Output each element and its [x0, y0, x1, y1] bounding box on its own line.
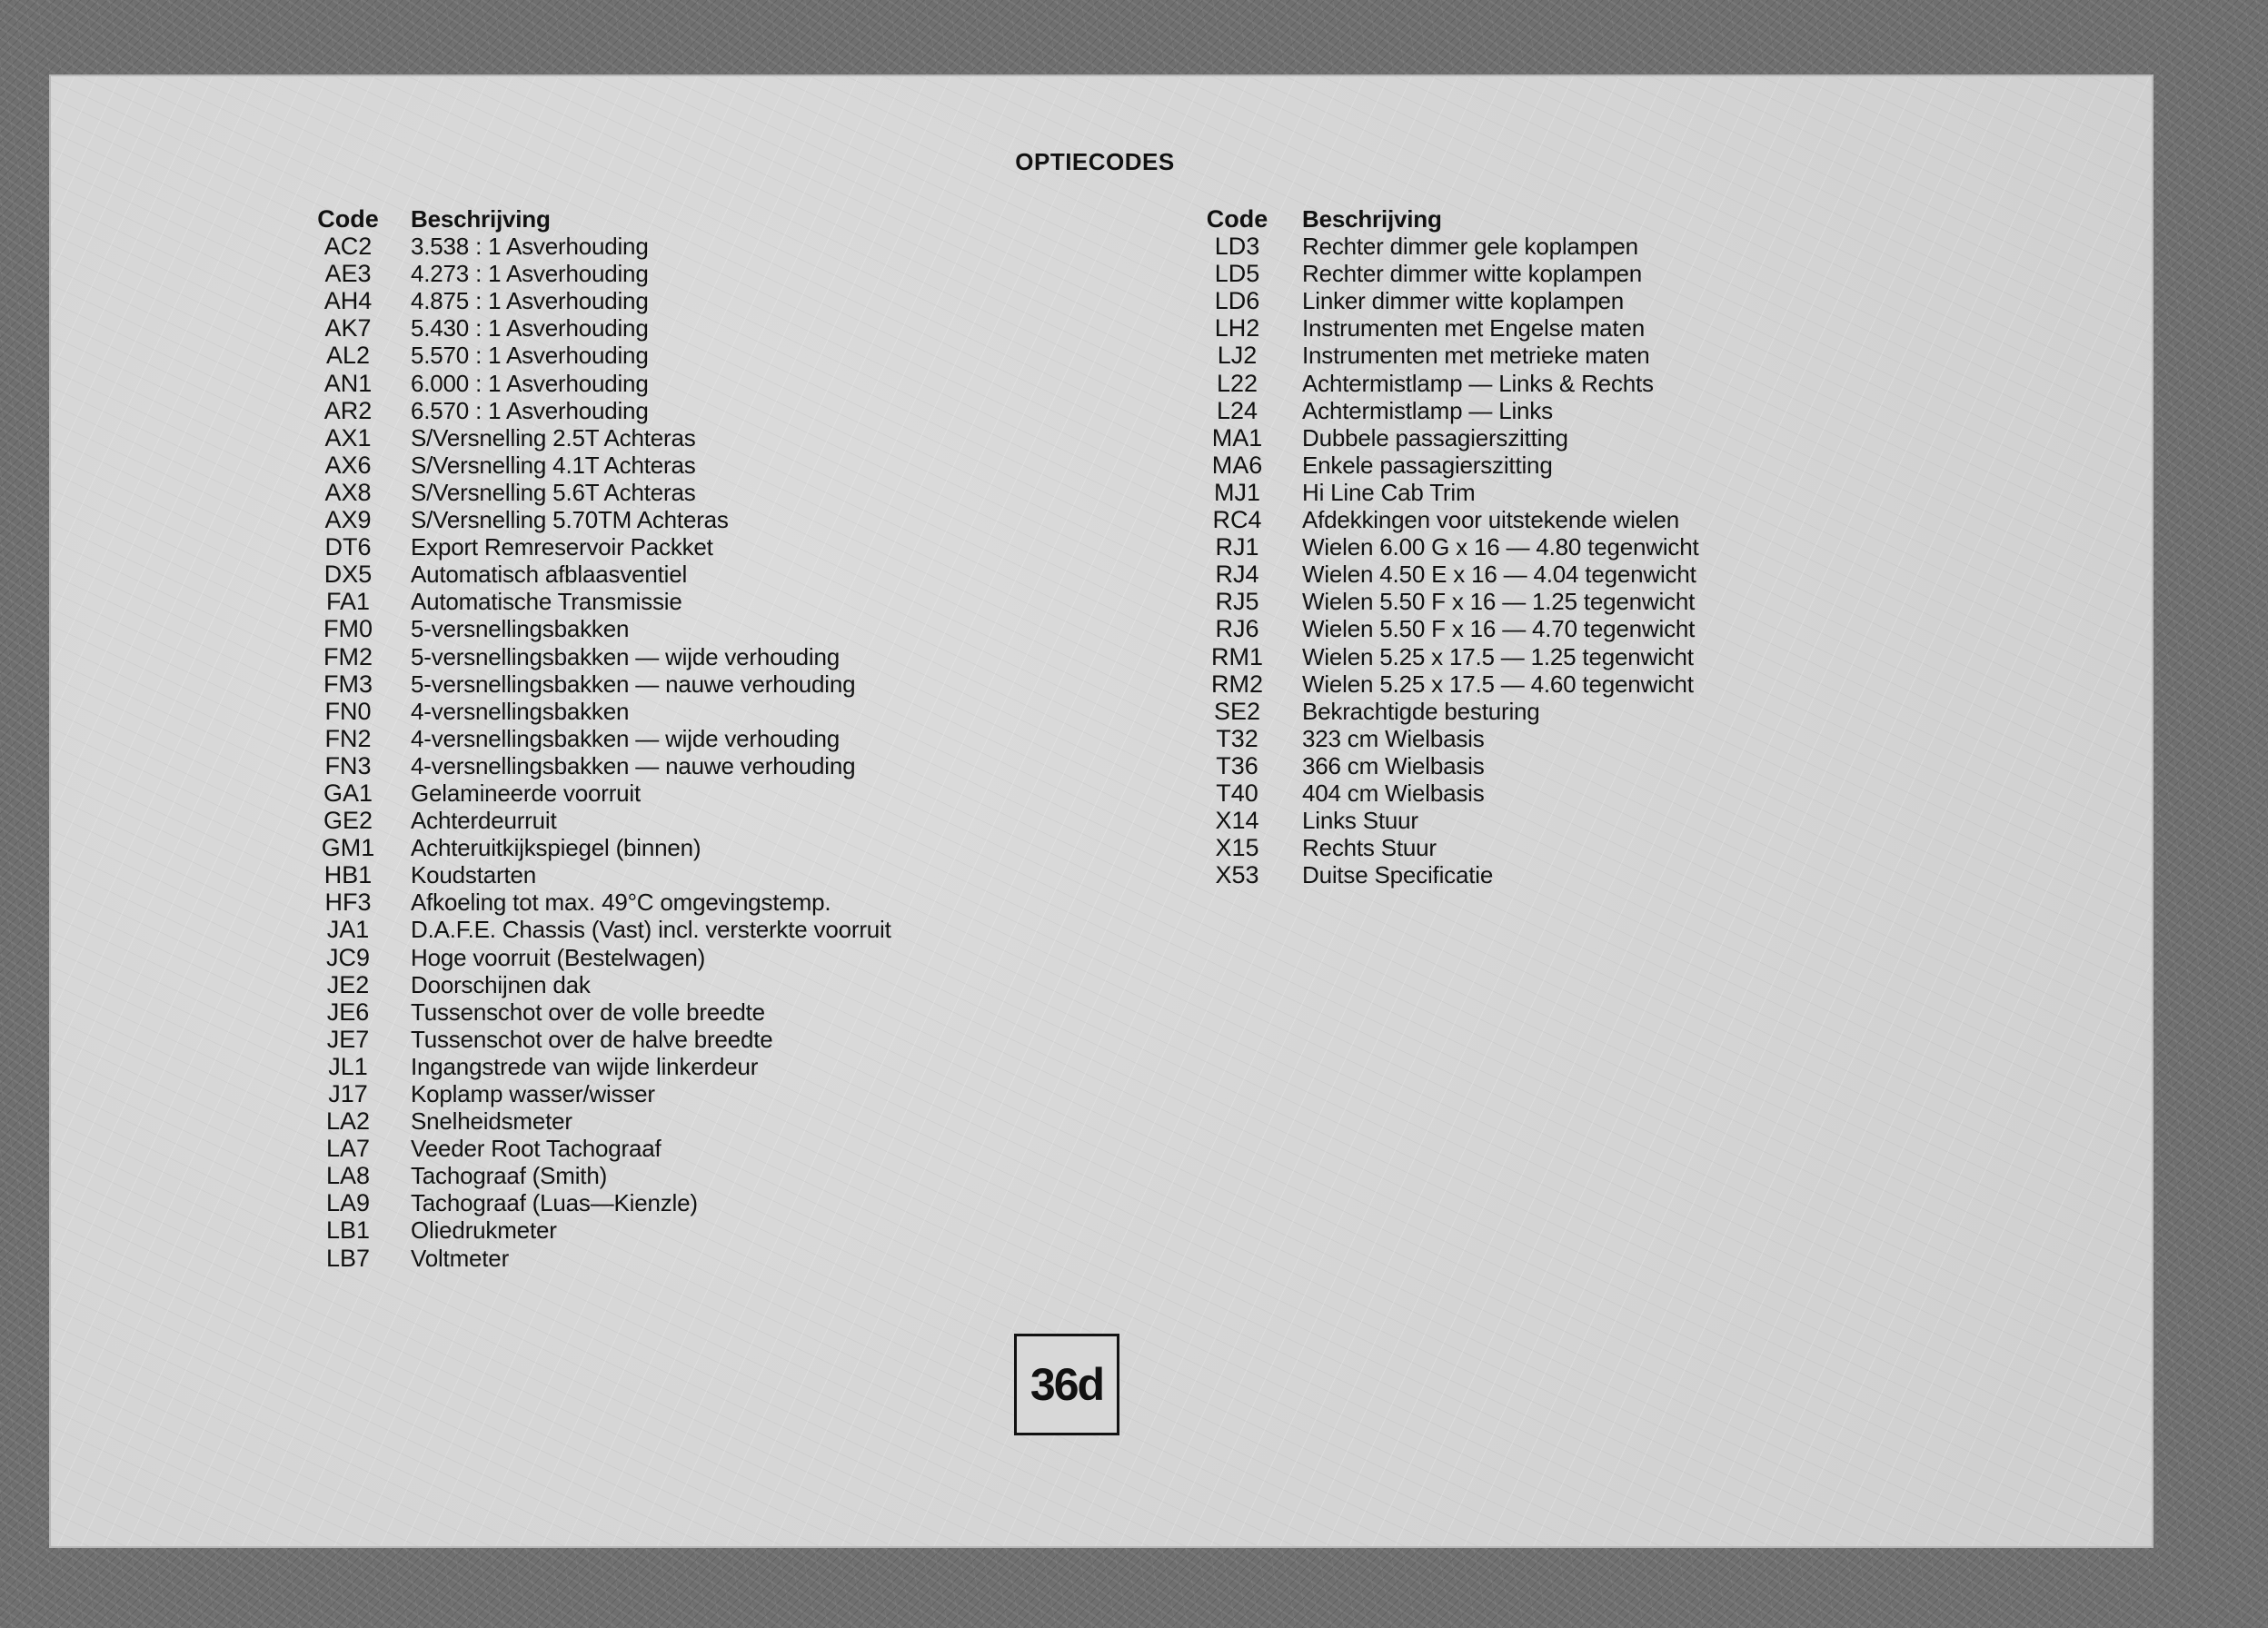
- option-description: Snelheidsmeter: [411, 1107, 572, 1136]
- option-description: Wielen 5.50 F x 16 — 4.70 tegenwicht: [1302, 615, 1696, 643]
- option-code: MA6: [1211, 451, 1263, 479]
- table-row: [1178, 314, 1699, 342]
- option-description: Achteruitkijkspiegel (binnen): [411, 834, 701, 862]
- option-code: LJ2: [1217, 342, 1258, 370]
- options-table-right: [1178, 205, 1699, 888]
- option-description: Bekrachtigde besturing: [1302, 697, 1540, 725]
- table-row: [1178, 479, 1699, 506]
- option-code: LA9: [325, 1189, 371, 1217]
- option-description: S/Versnelling 2.5T Achteras: [411, 423, 696, 452]
- option-description: Duitse Specificatie: [1302, 861, 1494, 889]
- table-row: [291, 479, 891, 506]
- table-row: [1178, 698, 1699, 725]
- option-code: RC4: [1212, 506, 1262, 534]
- option-description: 323 cm Wielbasis: [1302, 724, 1485, 752]
- option-code: FA1: [325, 588, 371, 616]
- table-row: [291, 1026, 891, 1053]
- option-description: Afkoeling tot max. 49°C omgevingstemp.: [411, 888, 831, 917]
- option-description: Afdekkingen voor uitstekende wielen: [1302, 506, 1680, 534]
- option-code: FN3: [324, 751, 372, 779]
- option-code: FM2: [323, 642, 373, 670]
- option-description: Rechter dimmer gele koplampen: [1302, 233, 1638, 261]
- table-row: [291, 561, 891, 588]
- table-row: [291, 397, 891, 424]
- option-description: Wielen 5.25 x 17.5 — 4.60 tegenwicht: [1302, 670, 1694, 698]
- table-row: [1178, 452, 1699, 479]
- option-description: 4.875 : 1 Asverhouding: [411, 287, 649, 315]
- left-rows: [291, 233, 891, 1272]
- table-row: [291, 1216, 891, 1244]
- option-code: LB7: [325, 1244, 371, 1272]
- option-code: GE2: [323, 807, 373, 835]
- page-number-badge: 36d: [1014, 1334, 1119, 1435]
- option-description: Doorschijnen dak: [411, 970, 591, 998]
- option-code: JE2: [326, 970, 370, 998]
- table-row: [1178, 287, 1699, 314]
- option-code: JL1: [328, 1052, 368, 1080]
- table-row: [291, 1080, 891, 1107]
- option-description: Instrumenten met Engelse maten: [1302, 314, 1645, 342]
- option-description: Veeder Root Tachograaf: [411, 1135, 662, 1163]
- option-description: 366 cm Wielbasis: [1302, 751, 1485, 779]
- option-description: Links Stuur: [1302, 807, 1418, 835]
- header-description: Beschrijving: [1302, 205, 1442, 233]
- option-code: JE6: [326, 998, 370, 1026]
- option-description: 4-versnellingsbakken: [411, 697, 630, 725]
- table-row: [291, 533, 891, 561]
- option-code: RJ4: [1215, 561, 1259, 589]
- option-code: MA1: [1211, 423, 1263, 452]
- option-description: Voltmeter: [411, 1244, 510, 1272]
- option-description: Wielen 5.50 F x 16 — 1.25 tegenwicht: [1302, 588, 1696, 616]
- option-code: AX9: [324, 506, 372, 534]
- option-code: FN0: [324, 697, 372, 725]
- table-row: [291, 424, 891, 452]
- option-code: FM0: [323, 615, 373, 643]
- option-code: MJ1: [1213, 478, 1260, 506]
- option-description: Ingangstrede van wijde linkerdeur: [411, 1052, 759, 1080]
- option-code: RM2: [1210, 670, 1263, 698]
- right-rows: [1178, 233, 1699, 888]
- option-code: T32: [1216, 724, 1258, 752]
- option-description: Export Remreservoir Packket: [411, 533, 713, 561]
- option-description: Achterdeurruit: [411, 807, 557, 835]
- option-code: L24: [1216, 396, 1258, 424]
- option-description: Tachograaf (Smith): [411, 1162, 608, 1190]
- option-description: S/Versnelling 4.1T Achteras: [411, 451, 696, 479]
- option-code: FM3: [323, 670, 373, 698]
- option-code: AX6: [324, 451, 372, 479]
- option-code: JC9: [325, 943, 370, 971]
- table-row: [1178, 397, 1699, 424]
- table-row: [291, 1107, 891, 1135]
- option-code: LA7: [325, 1135, 371, 1163]
- table-row: [291, 670, 891, 698]
- option-description: Gelamineerde voorruit: [411, 779, 642, 807]
- table-row: [291, 752, 891, 779]
- table-row: [291, 916, 891, 943]
- table-row: [1178, 807, 1699, 834]
- options-table-left: [291, 205, 891, 1272]
- option-code: LA8: [325, 1162, 371, 1190]
- option-code: LB1: [325, 1216, 371, 1245]
- table-row: [1178, 588, 1699, 615]
- option-code: GM1: [321, 834, 375, 862]
- option-code: L22: [1216, 369, 1258, 397]
- option-code: X53: [1215, 861, 1259, 889]
- table-row: [1178, 342, 1699, 369]
- option-description: Dubbele passagierszitting: [1302, 423, 1568, 452]
- option-code: AR2: [323, 396, 373, 424]
- option-code: JE7: [326, 1025, 370, 1053]
- table-row: [1178, 424, 1699, 452]
- option-description: 5-versnellingsbakken: [411, 615, 630, 643]
- option-description: S/Versnelling 5.6T Achteras: [411, 478, 696, 506]
- option-description: Achtermistlamp — Links: [1302, 396, 1553, 424]
- option-code: AX8: [324, 478, 372, 506]
- table-row: [291, 861, 891, 888]
- table-row: [1178, 725, 1699, 752]
- table-header: [1178, 205, 1699, 233]
- table-row: [291, 506, 891, 533]
- table-row: [1178, 752, 1699, 779]
- table-row: [1178, 779, 1699, 807]
- table-row: [291, 698, 891, 725]
- table-row: [1178, 670, 1699, 698]
- table-row: [1178, 643, 1699, 670]
- option-description: Instrumenten met metrieke maten: [1302, 342, 1650, 370]
- option-code: GA1: [323, 779, 373, 807]
- option-code: AL2: [325, 342, 371, 370]
- option-description: Tachograaf (Luas—Kienzle): [411, 1189, 698, 1217]
- option-code: RM1: [1210, 642, 1263, 670]
- option-description: 6.570 : 1 Asverhouding: [411, 396, 649, 424]
- option-code: J17: [328, 1080, 368, 1107]
- option-code: LD6: [1214, 287, 1260, 315]
- option-description: Tussenschot over de halve breedte: [411, 1025, 773, 1053]
- table-row: [291, 807, 891, 834]
- table-row: [291, 643, 891, 670]
- page-title: OPTIECODES: [1015, 148, 1175, 175]
- option-code: RJ5: [1215, 588, 1259, 616]
- table-row: [1178, 370, 1699, 397]
- table-row: [291, 1189, 891, 1216]
- option-description: 3.538 : 1 Asverhouding: [411, 233, 649, 261]
- option-description: Rechter dimmer witte koplampen: [1302, 260, 1643, 288]
- table-header: [291, 205, 891, 233]
- table-row: [291, 834, 891, 861]
- option-code: DX5: [323, 561, 373, 589]
- option-code: AE3: [324, 260, 372, 288]
- option-code: AC2: [323, 233, 373, 261]
- option-description: 4-versnellingsbakken — nauwe verhouding: [411, 751, 856, 779]
- table-row: [291, 779, 891, 807]
- option-description: Koudstarten: [411, 861, 537, 889]
- option-description: 4-versnellingsbakken — wijde verhouding: [411, 724, 841, 752]
- table-row: [1178, 233, 1699, 260]
- option-description: Oliedrukmeter: [411, 1216, 557, 1245]
- option-code: AH4: [323, 287, 373, 315]
- table-row: [1178, 260, 1699, 287]
- option-code: AX1: [324, 423, 372, 452]
- option-description: Automatische Transmissie: [411, 588, 682, 616]
- table-row: [291, 588, 891, 615]
- option-code: T36: [1216, 751, 1258, 779]
- table-row: [291, 1053, 891, 1080]
- option-description: Rechts Stuur: [1302, 834, 1437, 862]
- option-code: HB1: [323, 861, 373, 889]
- option-description: Wielen 6.00 G x 16 — 4.80 tegenwicht: [1302, 533, 1699, 561]
- table-row: [291, 725, 891, 752]
- option-description: Enkele passagierszitting: [1302, 451, 1553, 479]
- option-code: HF3: [324, 888, 372, 917]
- option-description: Tussenschot over de volle breedte: [411, 998, 765, 1026]
- table-row: [1178, 533, 1699, 561]
- table-row: [291, 314, 891, 342]
- table-row: [1178, 834, 1699, 861]
- option-description: 5-versnellingsbakken — wijde verhouding: [411, 642, 841, 670]
- option-code: T40: [1216, 779, 1258, 807]
- option-code: RJ1: [1215, 533, 1259, 561]
- option-code: AN1: [323, 369, 373, 397]
- table-row: [291, 1245, 891, 1272]
- option-description: 4.273 : 1 Asverhouding: [411, 260, 649, 288]
- option-code: X15: [1215, 834, 1259, 862]
- table-row: [291, 370, 891, 397]
- option-description: Achtermistlamp — Links & Rechts: [1302, 369, 1654, 397]
- header-description: Beschrijving: [411, 205, 551, 233]
- header-code: Code: [317, 205, 379, 233]
- table-row: [291, 998, 891, 1026]
- option-description: D.A.F.E. Chassis (Vast) incl. versterkte voorruit: [411, 916, 891, 944]
- option-description: Hoge voorruit (Bestelwagen): [411, 943, 706, 971]
- table-row: [291, 1162, 891, 1189]
- option-description: Wielen 5.25 x 17.5 — 1.25 tegenwicht: [1302, 642, 1694, 670]
- option-code: AK7: [324, 314, 372, 342]
- table-row: [291, 615, 891, 642]
- option-code: SE2: [1213, 697, 1261, 725]
- option-code: JA1: [326, 916, 370, 944]
- table-row: [1178, 506, 1699, 533]
- table-row: [291, 452, 891, 479]
- header-code: Code: [1206, 205, 1268, 233]
- option-description: Linker dimmer witte koplampen: [1302, 287, 1625, 315]
- option-code: LD3: [1214, 233, 1260, 261]
- table-row: [291, 1135, 891, 1162]
- option-code: DT6: [324, 533, 372, 561]
- table-row: [291, 971, 891, 998]
- option-description: Hi Line Cab Trim: [1302, 478, 1476, 506]
- option-description: Wielen 4.50 E x 16 — 4.04 tegenwicht: [1302, 561, 1696, 589]
- option-code: X14: [1215, 807, 1259, 835]
- option-code: LH2: [1214, 314, 1260, 342]
- table-row: [1178, 615, 1699, 642]
- option-description: 5.430 : 1 Asverhouding: [411, 314, 649, 342]
- option-description: 5-versnellingsbakken — nauwe verhouding: [411, 670, 856, 698]
- option-description: Automatisch afblaasventiel: [411, 561, 688, 589]
- table-row: [291, 888, 891, 916]
- table-row: [1178, 561, 1699, 588]
- table-row: [291, 260, 891, 287]
- option-description: S/Versnelling 5.70TM Achteras: [411, 506, 729, 534]
- option-description: 6.000 : 1 Asverhouding: [411, 369, 649, 397]
- table-row: [291, 342, 891, 369]
- option-description: Koplamp wasser/wisser: [411, 1080, 655, 1107]
- option-code: RJ6: [1215, 615, 1259, 643]
- option-code: LD5: [1214, 260, 1260, 288]
- option-code: LA2: [325, 1107, 371, 1136]
- table-row: [291, 287, 891, 314]
- option-description: 404 cm Wielbasis: [1302, 779, 1485, 807]
- option-description: 5.570 : 1 Asverhouding: [411, 342, 649, 370]
- table-row: [1178, 861, 1699, 888]
- option-code: FN2: [324, 724, 372, 752]
- table-row: [291, 944, 891, 971]
- table-row: [291, 233, 891, 260]
